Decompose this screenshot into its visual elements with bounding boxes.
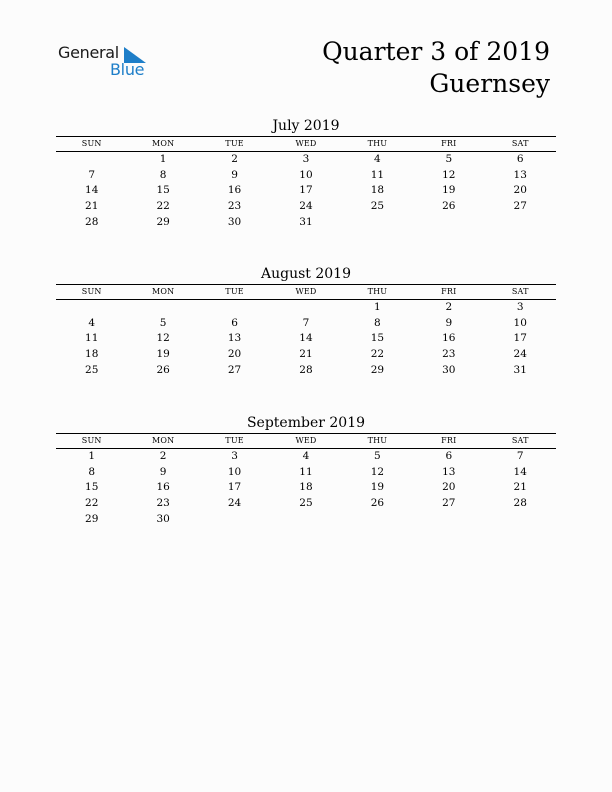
day-cell: 4 (88, 316, 96, 329)
week-row (56, 300, 556, 316)
day-cell: 3 (516, 301, 524, 313)
weekday-label: WED (295, 436, 317, 445)
day-cell: 16 (442, 332, 456, 345)
week-row (56, 215, 556, 231)
week-row (56, 512, 556, 528)
day-cell (56, 152, 127, 168)
day-cell (199, 300, 270, 316)
day-cell: 10 (227, 465, 242, 478)
week-row (56, 363, 556, 379)
weekday-label: SUN (81, 287, 102, 296)
day-cell: 28 (299, 363, 313, 376)
weekday-label: MON (151, 287, 175, 296)
day-cell: 20 (442, 481, 456, 494)
month-calendar (56, 116, 556, 230)
day-cell: 16 (156, 481, 170, 494)
week-row (56, 480, 556, 496)
day-cell: 29 (370, 363, 385, 376)
day-cell: 14 (299, 332, 313, 345)
day-cell: 24 (227, 497, 242, 510)
month-calendar (56, 264, 556, 378)
week-row (56, 465, 556, 481)
day-cell: 19 (442, 184, 456, 197)
day-cell: 24 (299, 200, 313, 213)
weekday-header-row (56, 137, 556, 151)
day-cell (342, 512, 413, 528)
day-cell: 31 (513, 363, 527, 376)
day-cell: 17 (299, 184, 313, 197)
day-cell: 7 (302, 316, 310, 329)
day-cell: 2 (159, 450, 167, 462)
day-cell: 7 (88, 168, 96, 181)
day-cell: 20 (227, 348, 242, 361)
day-cell: 27 (442, 497, 456, 510)
weekday-header-row (56, 434, 556, 448)
day-cell (413, 512, 484, 528)
day-cell: 9 (445, 316, 453, 329)
day-cell: 10 (299, 168, 313, 181)
week-row (56, 168, 556, 184)
day-cell: 14 (85, 184, 99, 197)
day-cell: 16 (227, 184, 242, 197)
day-cell: 18 (85, 348, 99, 361)
weekday-label: THU (367, 287, 388, 296)
weekday-label: FRI (441, 139, 457, 148)
day-cell: 26 (156, 363, 170, 376)
weekday-label: MON (151, 139, 175, 148)
day-cell: 21 (85, 200, 99, 213)
day-cell: 18 (299, 481, 313, 494)
day-cell: 15 (156, 184, 170, 197)
logo-blue-text: Blue (110, 60, 145, 79)
day-cell (127, 300, 198, 316)
day-cell: 22 (85, 497, 99, 510)
weekday-label: SUN (81, 436, 102, 445)
day-cell: 19 (370, 481, 385, 494)
day-cell: 26 (370, 497, 385, 510)
day-cell: 6 (516, 153, 524, 165)
day-cell: 27 (227, 363, 242, 376)
day-cell (270, 512, 341, 528)
day-cell: 13 (442, 465, 456, 478)
day-cell: 28 (513, 497, 527, 510)
day-cell: 24 (513, 348, 527, 361)
weekday-label: WED (295, 287, 317, 296)
day-cell: 11 (370, 168, 385, 181)
logo-general-text: General (58, 43, 119, 62)
day-cell: 30 (227, 215, 242, 228)
weekday-label: MON (151, 436, 175, 445)
day-cell (413, 215, 484, 231)
day-cell: 7 (516, 450, 524, 462)
day-cell (270, 300, 341, 316)
weekday-label: THU (367, 139, 388, 148)
day-cell: 5 (445, 153, 453, 165)
weekday-label: SUN (81, 139, 102, 148)
day-cell: 6 (231, 316, 238, 329)
day-cell (485, 512, 556, 528)
page-title (322, 36, 550, 100)
day-cell: 1 (159, 153, 167, 165)
day-cell: 5 (374, 450, 381, 462)
day-cell: 12 (156, 332, 170, 345)
day-cell: 4 (302, 450, 310, 462)
weekday-label: TUE (225, 287, 244, 296)
day-cell: 10 (513, 316, 527, 329)
day-cell: 11 (85, 332, 99, 345)
week-row (56, 152, 556, 168)
day-cell: 25 (299, 497, 313, 510)
day-cell: 23 (156, 497, 170, 510)
day-cell (199, 512, 270, 528)
day-cell: 25 (85, 363, 99, 376)
day-cell: 23 (227, 200, 242, 213)
day-cell: 25 (370, 200, 385, 213)
day-cell: 30 (156, 512, 170, 525)
week-row (56, 199, 556, 215)
day-cell: 3 (302, 153, 310, 165)
day-cell (56, 300, 127, 316)
day-cell: 8 (159, 168, 167, 181)
day-cell: 12 (370, 465, 385, 478)
day-cell: 19 (156, 348, 170, 361)
month-title: July 2019 (272, 118, 340, 134)
weekday-label: TUE (225, 436, 244, 445)
day-cell: 5 (159, 316, 167, 329)
week-row (56, 183, 556, 199)
week-row (56, 347, 556, 363)
week-row (56, 496, 556, 512)
country-title: Guernsey (429, 69, 550, 98)
day-cell: 17 (227, 481, 242, 494)
day-cell: 29 (156, 215, 170, 228)
day-cell: 13 (513, 168, 527, 181)
day-cell: 22 (370, 348, 385, 361)
day-cell: 13 (227, 332, 242, 345)
day-cell: 21 (513, 481, 527, 494)
day-cell: 30 (442, 363, 456, 376)
day-cell: 15 (85, 481, 99, 494)
day-cell: 31 (299, 215, 313, 228)
day-cell (485, 215, 556, 231)
day-cell: 27 (513, 200, 527, 213)
month-title: September 2019 (246, 415, 366, 431)
weekday-label: SAT (511, 139, 529, 148)
day-cell: 15 (370, 332, 385, 345)
weekday-header-row (56, 285, 556, 299)
day-cell: 21 (299, 348, 313, 361)
day-cell: 6 (445, 450, 453, 462)
quarter-title: Quarter 3 of 2019 (322, 37, 550, 66)
day-cell: 4 (374, 153, 381, 165)
weekday-label: SAT (511, 287, 529, 296)
day-cell: 14 (513, 465, 527, 478)
day-cell: 22 (156, 200, 170, 213)
day-cell (342, 215, 413, 231)
day-cell: 2 (445, 301, 453, 313)
month-title: August 2019 (261, 266, 351, 282)
day-cell: 23 (442, 348, 456, 361)
weekday-label: FRI (441, 436, 457, 445)
day-cell: 17 (513, 332, 527, 345)
week-row (56, 316, 556, 332)
weekday-label: SAT (511, 436, 529, 445)
logo (58, 43, 158, 83)
week-row (56, 449, 556, 465)
day-cell: 12 (442, 168, 456, 181)
weekday-label: FRI (441, 287, 457, 296)
day-cell: 8 (88, 465, 96, 478)
day-cell: 29 (85, 512, 99, 525)
week-row (56, 331, 556, 347)
day-cell: 9 (231, 168, 238, 181)
day-cell: 1 (374, 301, 381, 313)
day-cell: 9 (159, 465, 167, 478)
day-cell: 28 (85, 215, 99, 228)
month-calendar (56, 413, 556, 527)
weekday-label: THU (367, 436, 388, 445)
day-cell: 1 (88, 450, 96, 462)
day-cell: 18 (370, 184, 385, 197)
day-cell: 3 (231, 450, 238, 462)
day-cell: 8 (374, 316, 381, 329)
day-cell: 11 (299, 465, 313, 478)
weekday-label: WED (295, 139, 317, 148)
day-cell: 2 (231, 153, 238, 165)
weekday-label: TUE (225, 139, 244, 148)
day-cell: 26 (442, 200, 456, 213)
day-cell: 20 (513, 184, 527, 197)
